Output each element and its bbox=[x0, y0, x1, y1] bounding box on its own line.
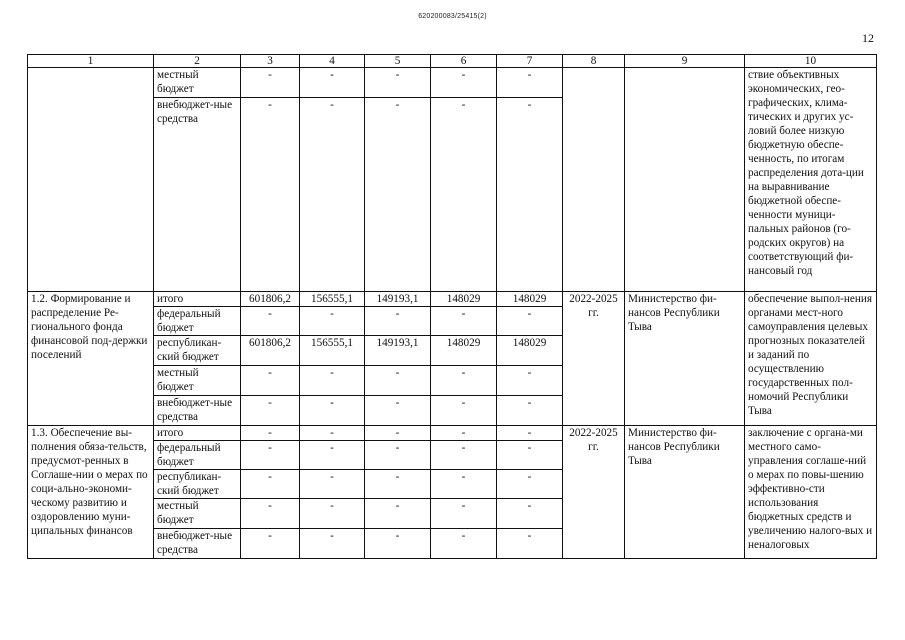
col-number: 9 bbox=[625, 55, 745, 68]
value-cell: - bbox=[300, 470, 365, 499]
value-cell: - bbox=[497, 426, 563, 441]
value-cell: - bbox=[300, 98, 365, 292]
source-label: внебюджет-ные средства bbox=[154, 396, 241, 426]
value-cell: - bbox=[497, 98, 563, 292]
source-label: федеральный бюджет bbox=[154, 441, 241, 470]
value-cell: 156555,1 bbox=[300, 292, 365, 307]
col-number: 2 bbox=[154, 55, 241, 68]
source-label: итого bbox=[154, 426, 241, 441]
value-cell: - bbox=[241, 426, 300, 441]
col-number: 8 bbox=[563, 55, 625, 68]
program-table bbox=[27, 54, 877, 559]
value-cell: - bbox=[365, 366, 431, 396]
value-cell: - bbox=[365, 68, 431, 98]
document-id: 620200083/25415(2) bbox=[418, 13, 487, 20]
table-row bbox=[28, 68, 877, 98]
value-cell: - bbox=[241, 529, 300, 559]
col-number: 6 bbox=[431, 55, 497, 68]
value-cell: - bbox=[241, 470, 300, 499]
period-cell: 2022-2025 гг. bbox=[563, 426, 625, 559]
value-cell: - bbox=[300, 68, 365, 98]
col-number: 10 bbox=[745, 55, 877, 68]
value-cell: - bbox=[431, 441, 497, 470]
value-cell: - bbox=[497, 499, 563, 529]
period-cell bbox=[563, 68, 625, 292]
value-cell: - bbox=[241, 396, 300, 426]
source-label: местный бюджет bbox=[154, 499, 241, 529]
value-cell: - bbox=[365, 529, 431, 559]
value-cell: 601806,2 bbox=[241, 292, 300, 307]
value-cell: - bbox=[241, 366, 300, 396]
value-cell: - bbox=[497, 396, 563, 426]
executor-cell: Министерство фи-нансов Республики Тыва bbox=[625, 426, 745, 559]
value-cell: - bbox=[431, 98, 497, 292]
value-cell: 149193,1 bbox=[365, 292, 431, 307]
value-cell: - bbox=[300, 366, 365, 396]
value-cell: - bbox=[431, 470, 497, 499]
source-label: республикан-ский бюджет bbox=[154, 470, 241, 499]
value-cell: 148029 bbox=[497, 336, 563, 366]
col-number: 5 bbox=[365, 55, 431, 68]
source-label: местный бюджет bbox=[154, 366, 241, 396]
value-cell: - bbox=[431, 307, 497, 336]
source-label: местный бюджет bbox=[154, 68, 241, 98]
value-cell: - bbox=[431, 68, 497, 98]
value-cell: - bbox=[300, 396, 365, 426]
value-cell: - bbox=[241, 98, 300, 292]
value-cell: - bbox=[365, 307, 431, 336]
result-cell: заключение с органа-ми местного само-управления соглаше-ний о мерах по повы-шению эффективно-сти использования бюджетных средств и увеличению налого-вых и неналоговых bbox=[745, 426, 877, 559]
table-row bbox=[28, 426, 877, 441]
value-cell: - bbox=[300, 529, 365, 559]
value-cell: - bbox=[497, 307, 563, 336]
result-cell: обеспечение выпол-нения органами мест-ного самоуправления целевых прогнозных показателей и заданий по осуществлению государственных пол-номочий Республики Тыва bbox=[745, 292, 877, 426]
value-cell: - bbox=[241, 307, 300, 336]
source-label: внебюджет-ные средства bbox=[154, 529, 241, 559]
value-cell: 148029 bbox=[497, 292, 563, 307]
page-number: 12 bbox=[862, 31, 874, 45]
value-cell: 148029 bbox=[431, 336, 497, 366]
value-cell: - bbox=[431, 529, 497, 559]
value-cell: - bbox=[431, 366, 497, 396]
value-cell: - bbox=[497, 366, 563, 396]
source-label: республикан-ский бюджет bbox=[154, 336, 241, 366]
value-cell: 156555,1 bbox=[300, 336, 365, 366]
value-cell: - bbox=[365, 396, 431, 426]
value-cell: - bbox=[241, 441, 300, 470]
value-cell: 148029 bbox=[431, 292, 497, 307]
value-cell: - bbox=[241, 68, 300, 98]
source-label: внебюджет-ные средства bbox=[154, 98, 241, 292]
result-cell: ствие объективных экономических, гео-графических, клима-тических и других ус-ловий более низкую бюджетную обеспе-ченность, по итогам распределения дота-ции на выравнивание бюджетной обеспе-ченности муници-пальных районов (го-родских округов) на соответствующий фи-нансовый год bbox=[745, 68, 877, 292]
source-label: федеральный бюджет bbox=[154, 307, 241, 336]
value-cell: - bbox=[497, 529, 563, 559]
value-cell: - bbox=[365, 441, 431, 470]
value-cell: - bbox=[497, 441, 563, 470]
value-cell: - bbox=[300, 426, 365, 441]
table-row bbox=[28, 292, 877, 307]
value-cell: - bbox=[365, 470, 431, 499]
value-cell: - bbox=[365, 98, 431, 292]
value-cell: - bbox=[431, 426, 497, 441]
value-cell: - bbox=[300, 307, 365, 336]
col-number: 7 bbox=[497, 55, 563, 68]
col-number: 1 bbox=[28, 55, 154, 68]
measure-name: 1.2. Формирование и распределение Ре-гионального фонда финансовой под-держки поселений bbox=[28, 292, 154, 426]
value-cell: - bbox=[365, 426, 431, 441]
value-cell: - bbox=[431, 396, 497, 426]
value-cell: 601806,2 bbox=[241, 336, 300, 366]
col-number: 3 bbox=[241, 55, 300, 68]
value-cell: - bbox=[431, 499, 497, 529]
cont-name-cell bbox=[28, 68, 154, 292]
value-cell: - bbox=[300, 441, 365, 470]
value-cell: - bbox=[365, 499, 431, 529]
value-cell: 149193,1 bbox=[365, 336, 431, 366]
column-number-row bbox=[28, 55, 877, 68]
measure-name: 1.3. Обеспечение вы-полнения обяза-тельств, предусмот-ренных в Соглаше-нии о мерах по соци-ально-экономи-ческому развитию и оздоровлению муни-ципальных финансов bbox=[28, 426, 154, 559]
source-label: итого bbox=[154, 292, 241, 307]
value-cell: - bbox=[300, 499, 365, 529]
executor-cell: Министерство фи-нансов Республики Тыва bbox=[625, 292, 745, 426]
col-number: 4 bbox=[300, 55, 365, 68]
executor-cell bbox=[625, 68, 745, 292]
value-cell: - bbox=[497, 470, 563, 499]
value-cell: - bbox=[241, 499, 300, 529]
value-cell: - bbox=[497, 68, 563, 98]
period-cell: 2022-2025 гг. bbox=[563, 292, 625, 426]
